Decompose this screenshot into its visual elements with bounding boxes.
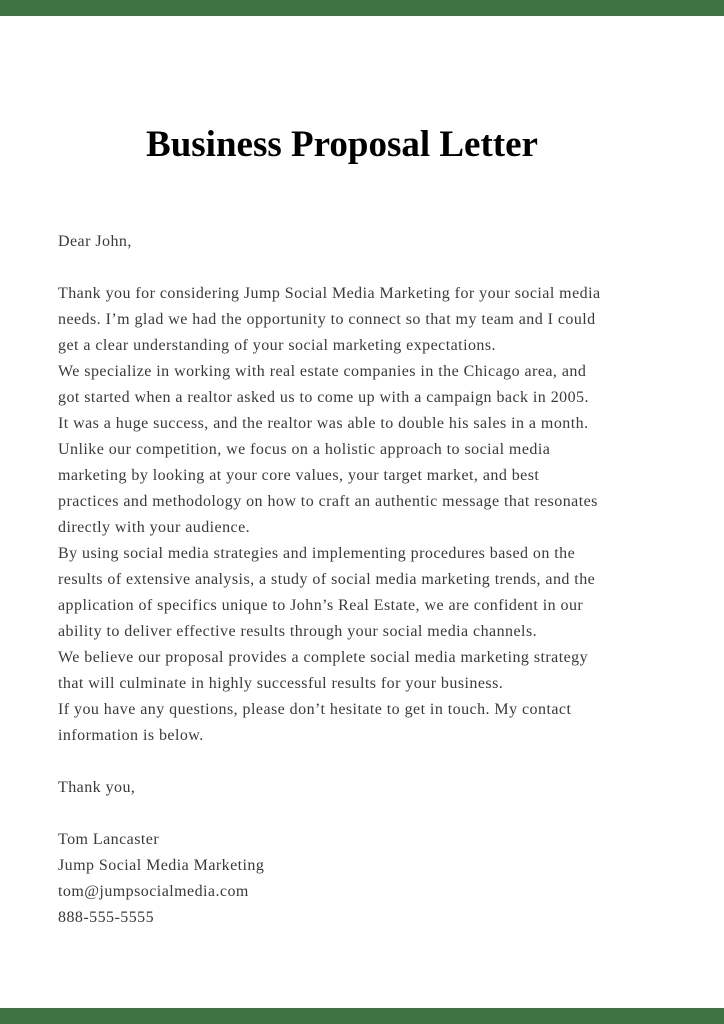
body-line: practices and methodology on how to craft an authentic message that resonates [58,493,598,510]
body-line: We specialize in working with real estate companies in the Chicago area, and [58,363,587,380]
bottom-accent-bar [0,1008,724,1024]
body-line: Unlike our competition, we focus on a holistic approach to social media [58,441,551,458]
signature-company: Jump Social Media Marketing [58,857,265,874]
spacer [58,801,678,827]
body-line: ability to deliver effective results through your social media channels. [58,623,538,640]
body-line: By using social media strategies and implementing procedures based on the [58,545,576,562]
closing: Thank you, [58,779,136,796]
body-line: We believe our proposal provides a complete social media marketing strategy [58,649,589,666]
body-line: If you have any questions, please don’t hesitate to get in touch. My contact [58,701,572,718]
body-line: Thank you for considering Jump Social Media Marketing for your social media [58,285,601,302]
body-line: needs. I’m glad we had the opportunity to connect so that my team and I could [58,311,596,328]
signature-block [58,827,678,931]
signature-name: Tom Lancaster [58,831,160,848]
body-line: got started when a realtor asked us to come up with a campaign back in 2005. [58,389,589,406]
signature-email: tom@jumpsocialmedia.com [58,883,249,900]
body-line: directly with your audience. [58,519,251,536]
body-line: that will culminate in highly successful results for your business. [58,675,504,692]
body-line: application of specifics unique to John’s Real Estate, we are confident in our [58,597,584,614]
document-title: Business Proposal Letter [146,124,538,165]
spacer [58,749,678,775]
letter-body [58,281,678,749]
body-line: It was a huge success, and the realtor was able to double his sales in a month. [58,415,589,432]
salutation: Dear John, [58,233,132,250]
letter-content [58,229,678,931]
body-line: get a clear understanding of your social marketing expectations. [58,337,496,354]
body-line: results of extensive analysis, a study of social media marketing trends, and the [58,571,596,588]
body-line: marketing by looking at your core values, your target market, and best [58,467,540,484]
top-accent-bar [0,0,724,16]
signature-phone: 888-555-5555 [58,909,155,926]
body-line: information is below. [58,727,204,744]
spacer [58,255,678,281]
